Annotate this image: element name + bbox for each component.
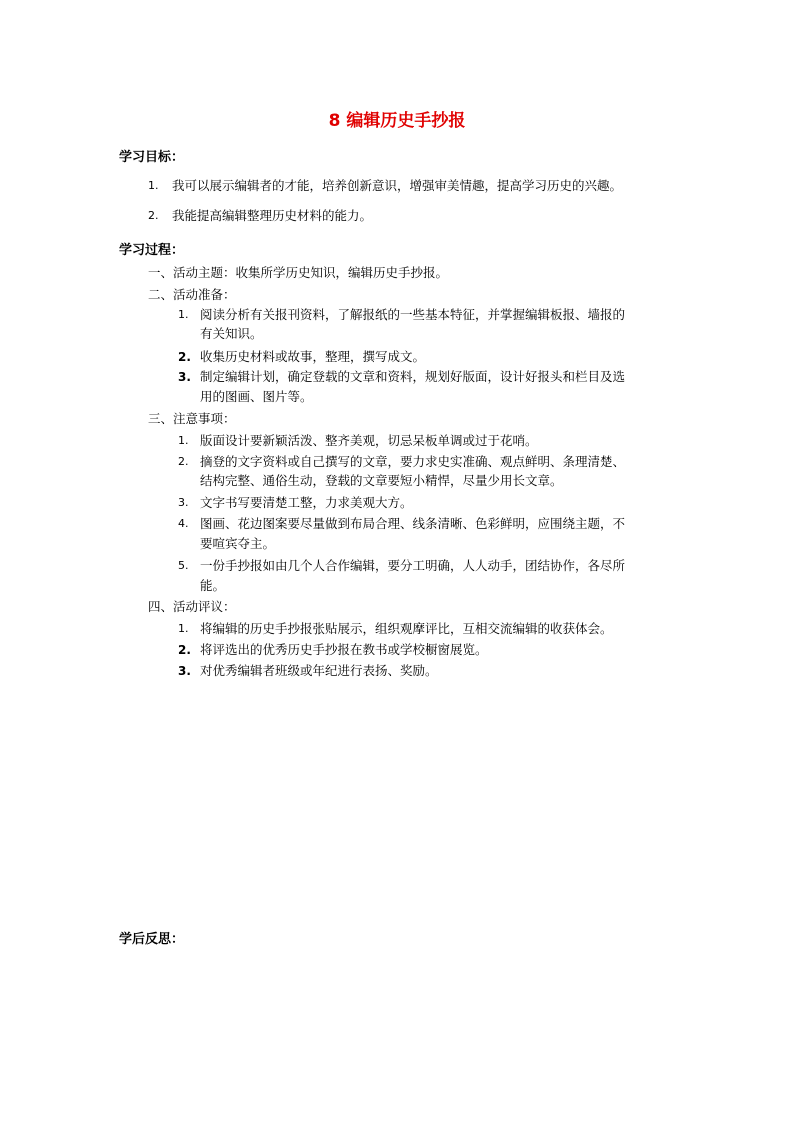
item-number: 3. [178,370,191,384]
item-number: 3. [178,664,191,678]
objective-text: 我可以展示编辑者的才能，培养创新意识，增强审美情趣，提高学习历史的兴趣。 [172,178,623,193]
item-text: 一份手抄报如由几个人合作编辑，要分工明确，人人动手，团结协作，各尽所 [200,558,626,573]
objective-number: 1. [148,179,159,192]
item-text: 阅读分析有关报刊资料，了解报纸的一些基本特征，并掌握编辑板报、墙报的 [200,307,626,322]
item-number: 2. [178,350,191,364]
section-label: 四、活动评议： [148,599,236,614]
item-number: 3. [178,496,189,509]
item-number: 1. [178,308,189,321]
item-text: 摘登的文字资料或自己撰写的文章，要力求史实准确、观点鲜明、条理清楚、 [200,454,626,469]
objective-number: 2. [148,209,159,222]
item-text: 将编辑的历史手抄报张贴展示，组织观摩评比，互相交流编辑的收获体会。 [200,621,613,636]
item-text: 制定编辑计划，确定登载的文章和资料，规划好版面，设计好报头和栏目及选 [200,369,626,384]
reflection-heading: 学后反思： [119,932,185,947]
item-number: 1. [178,434,189,447]
item-text: 将评选出的优秀历史手抄报在教书或学校橱窗展览。 [200,642,488,657]
page-title: 8 编辑历史手抄报 [328,111,466,131]
objective-text: 我能提高编辑整理历史材料的能力。 [172,208,373,223]
item-text: 要喧宾夺主。 [200,536,276,551]
item-text: 用的图画、图片等。 [200,389,313,404]
section-label: 三、注意事项： [148,411,236,426]
section-label: 二、活动准备： [148,287,236,302]
item-text: 图画、花边图案要尽量做到布局合理、线条清晰、色彩鲜明，应围绕主题，不 [200,516,626,531]
process-heading: 学习过程： [119,243,185,258]
objectives-heading: 学习目标： [119,150,185,165]
item-text: 结构完整、通俗生动，登载的文章要短小精悍，尽量少用长文章。 [200,473,563,488]
item-number: 2. [178,455,189,468]
item-text: 版面设计要新颖活泼、整齐美观，切忌呆板单调或过于花哨。 [200,433,538,448]
section-label: 一、活动主题：收集所学历史知识，编辑历史手抄报。 [148,265,449,280]
item-text: 有关知识。 [200,326,263,341]
item-number: 5. [178,559,189,572]
item-number: 1. [178,622,189,635]
item-text: 文字书写要清楚工整，力求美观大方。 [200,495,413,510]
item-number: 4. [178,517,189,530]
item-number: 2. [178,643,191,657]
item-text: 收集历史材料或故事，整理，撰写成文。 [200,349,426,364]
item-text: 对优秀编辑者班级或年纪进行表扬、奖励。 [200,663,438,678]
item-text: 能。 [200,578,226,593]
